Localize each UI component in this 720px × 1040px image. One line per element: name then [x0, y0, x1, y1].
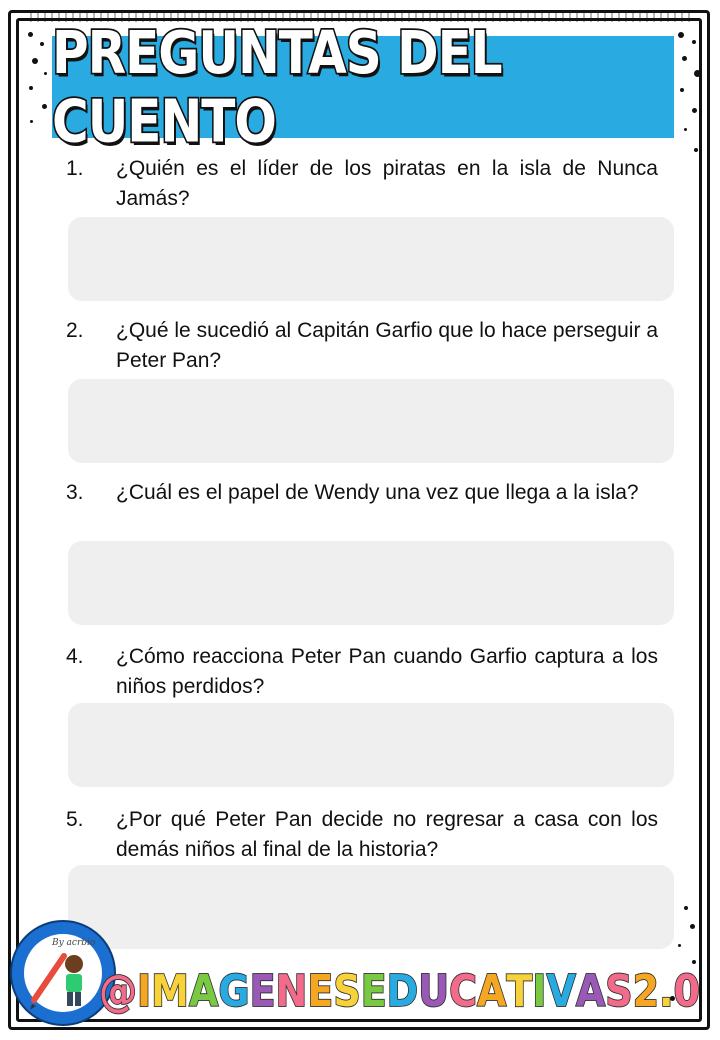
- badge-signature: By acrbio: [52, 938, 96, 948]
- question-1: [66, 154, 658, 216]
- brand-letter: 2: [632, 965, 660, 1017]
- brand-letter: S: [333, 965, 361, 1017]
- brand-letter: T: [506, 965, 533, 1017]
- brand-letter: I: [532, 965, 547, 1017]
- answer-box-3[interactable]: [68, 541, 674, 625]
- brand-letter: @: [98, 965, 137, 1017]
- question-number: 3.: [66, 481, 84, 504]
- brand-letter: M: [151, 965, 189, 1017]
- question-text: ¿Quién es el líder de los piratas en la isla de Nunca Jamás?: [116, 157, 658, 210]
- brand-letter: E: [360, 965, 387, 1017]
- corner-dots-top-left: [24, 24, 54, 134]
- brand-letter: A: [188, 965, 219, 1017]
- question-5: [66, 805, 658, 867]
- answer-box-1[interactable]: [68, 217, 674, 301]
- question-text: ¿Qué le sucedió al Capitán Garfio que lo hace perseguir a Peter Pan?: [116, 319, 658, 372]
- brand-letter: C: [449, 965, 477, 1017]
- question-text: ¿Cuál es el papel de Wendy una vez que llega a la isla?: [116, 481, 639, 504]
- brand-letter: I: [136, 965, 152, 1017]
- question-number: 2.: [66, 319, 84, 342]
- question-3: [66, 478, 658, 510]
- question-text: ¿Por qué Peter Pan decide no regresar a casa con los demás niños al final de la historia?: [116, 808, 658, 861]
- brand-letter: E: [307, 965, 334, 1017]
- answer-box-2[interactable]: [68, 379, 674, 463]
- question-number: 5.: [66, 808, 84, 831]
- title-banner: [52, 18, 674, 156]
- brand-letter: D: [386, 965, 419, 1017]
- brand-letter: 0: [673, 965, 700, 1017]
- page-title: PREGUNTAS DEL CUENTO: [52, 18, 502, 156]
- brand-letter: U: [418, 965, 450, 1017]
- question-4: [66, 642, 658, 704]
- brand-letter: S: [605, 965, 633, 1017]
- answer-box-5[interactable]: [68, 865, 674, 949]
- question-number: 1.: [66, 157, 84, 180]
- brand-letter: .: [659, 965, 674, 1017]
- corner-dots-top-right: [672, 24, 706, 174]
- brand-letter: E: [249, 965, 276, 1017]
- brand-letter: V: [546, 965, 576, 1017]
- question-number: 4.: [66, 645, 84, 668]
- brand-letter: N: [275, 965, 308, 1017]
- question-text: ¿Cómo reacciona Peter Pan cuando Garfio captura a los niños perdidos?: [116, 645, 658, 698]
- question-2: [66, 316, 658, 378]
- brand-letter: G: [218, 965, 250, 1017]
- brand-letter: A: [575, 965, 606, 1017]
- brand-watermark: [98, 962, 700, 1020]
- brand-letter: A: [476, 965, 507, 1017]
- answer-box-4[interactable]: [68, 703, 674, 787]
